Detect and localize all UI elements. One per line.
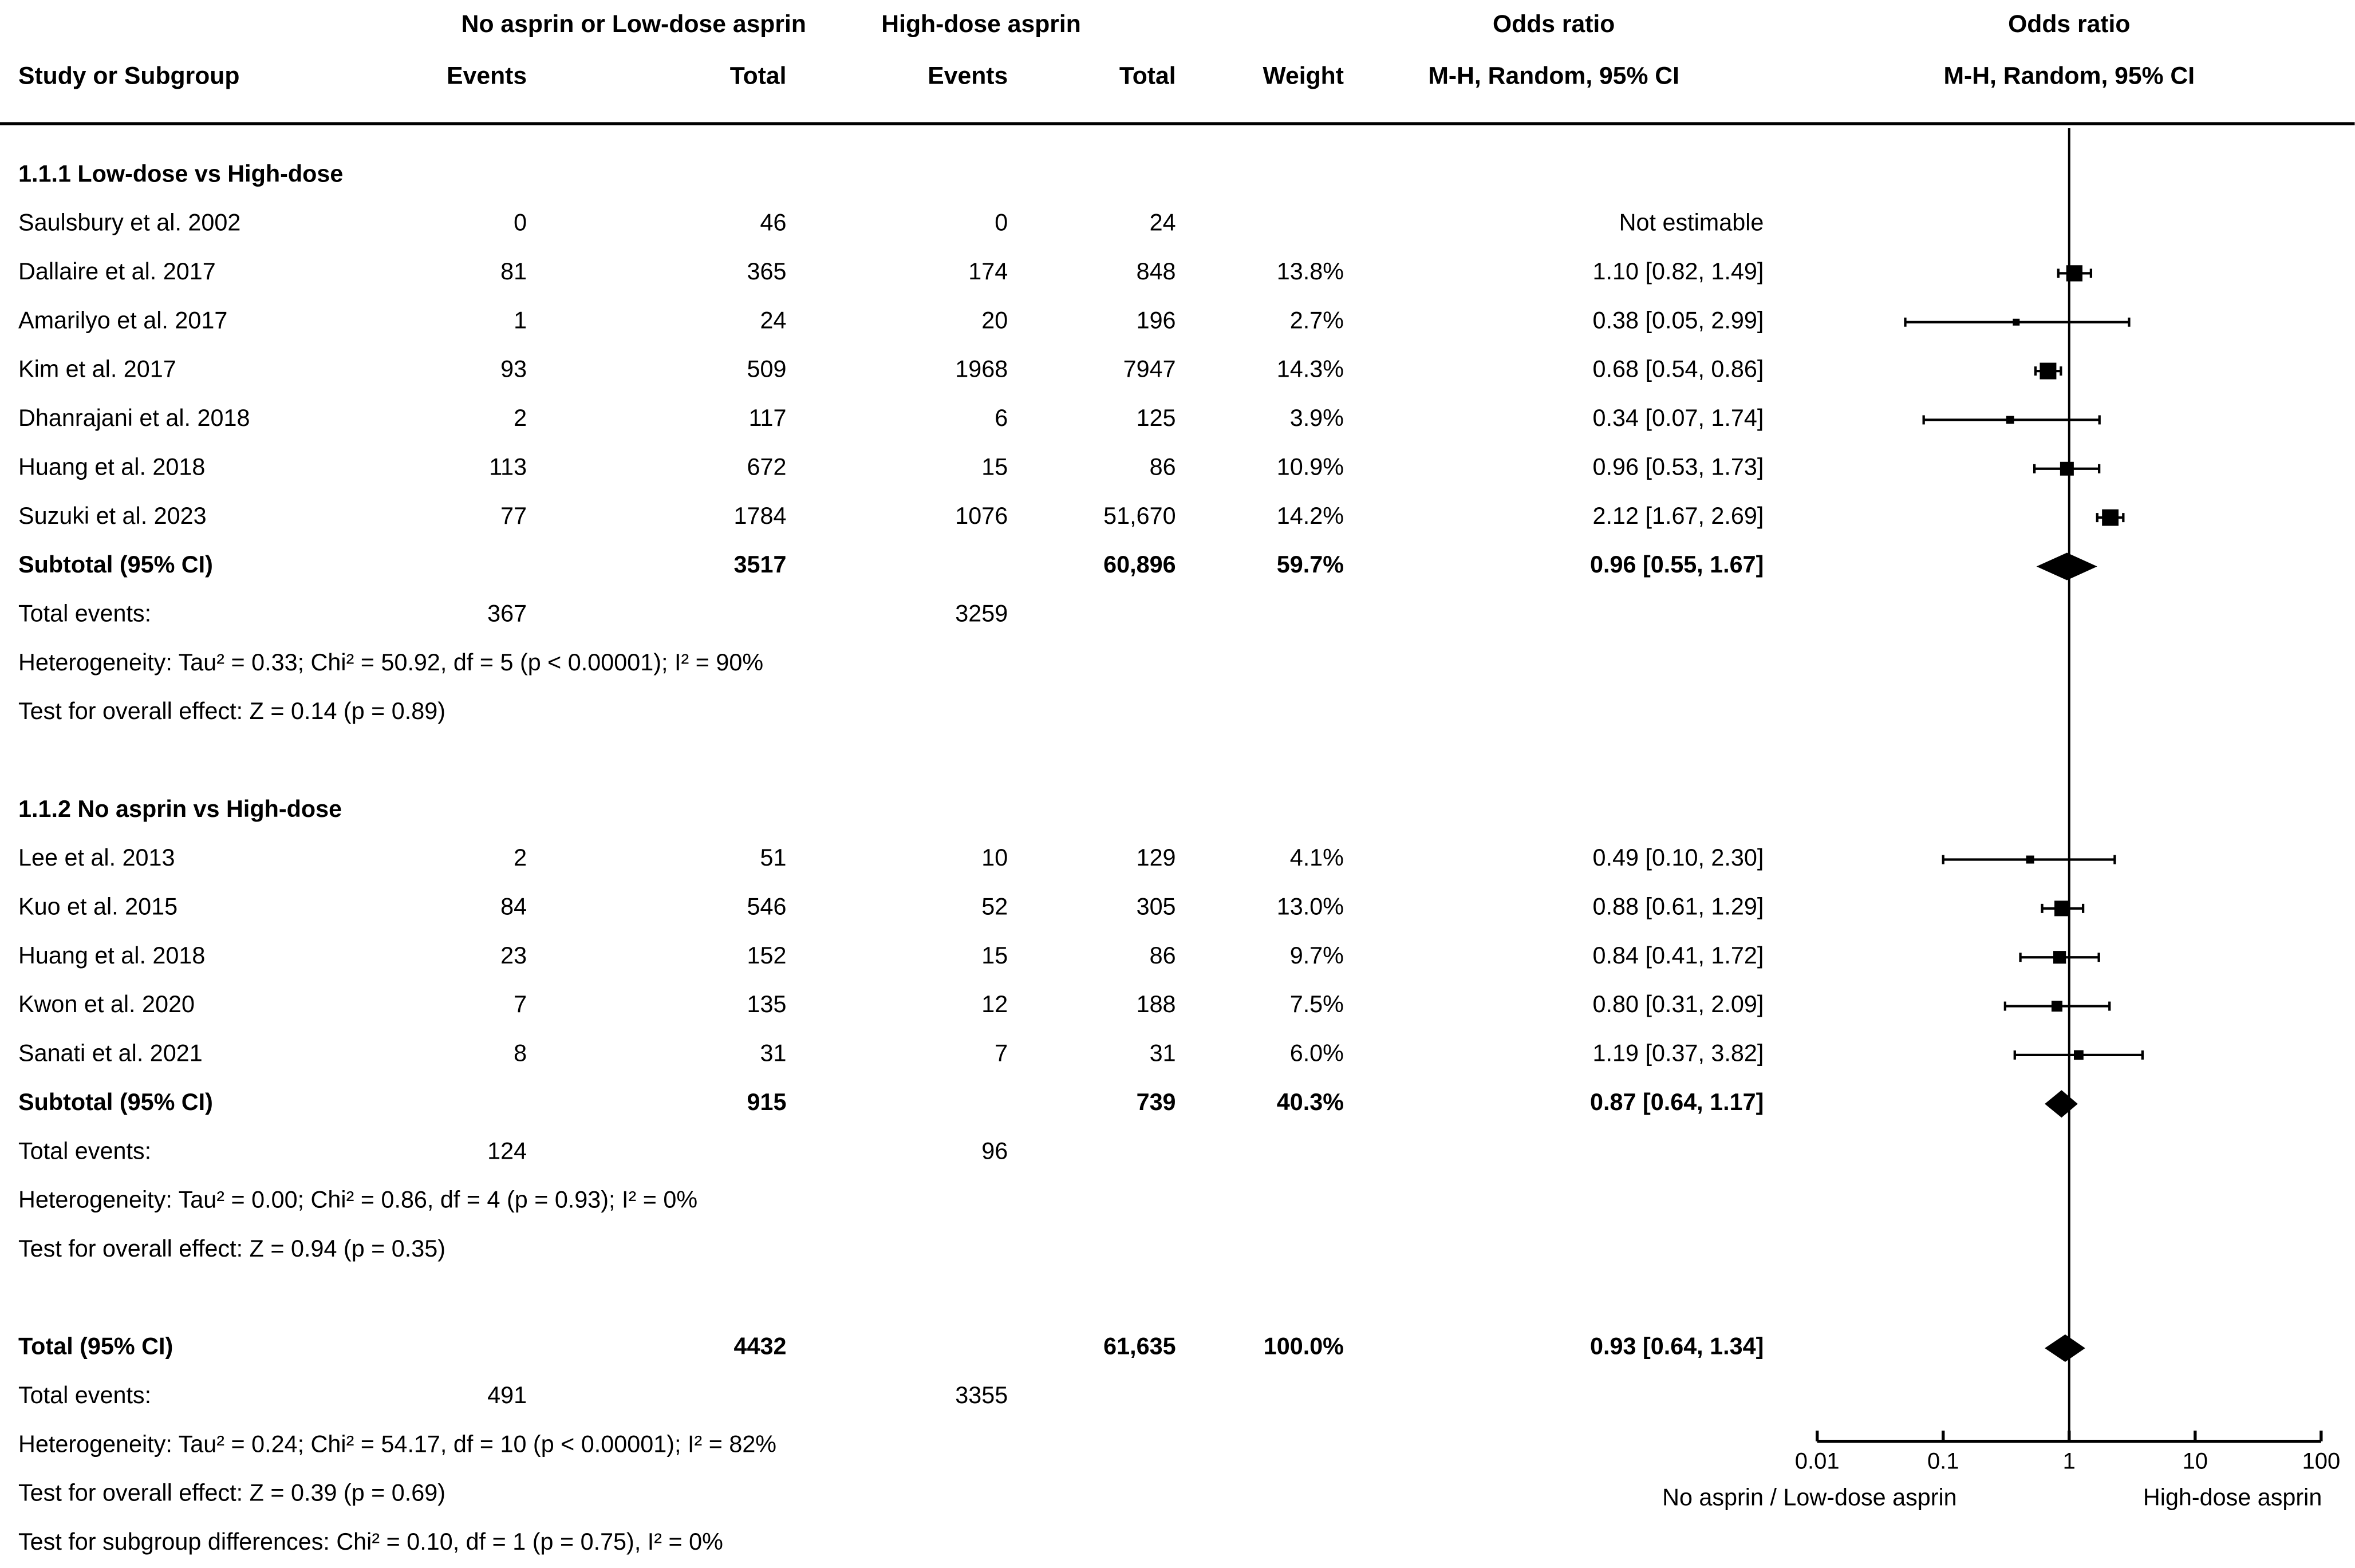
row-study <box>0 835 1764 884</box>
row-text <box>0 1470 1764 1519</box>
row-total <box>0 1324 1764 1372</box>
weight-value: 2.7% <box>1289 308 1344 335</box>
events-1-value: 491 <box>487 1383 527 1409</box>
or-ci-col-header: M-H, Random, 95% CI <box>1428 64 1679 90</box>
study-name: Total events: <box>18 1383 152 1409</box>
study-name: Kwon et al. 2020 <box>18 992 195 1018</box>
row-study <box>0 396 1764 444</box>
study-name: Amarilyo et al. 2017 <box>18 308 228 335</box>
events1-col-header: Events <box>447 64 527 90</box>
weight-value: 6.0% <box>1289 1041 1344 1068</box>
axis-tick-label: 0.01 <box>1794 1448 1840 1474</box>
stats-line: Test for overall effect: Z = 0.39 (p = 0.69) <box>18 1480 446 1507</box>
study-name: Dallaire et al. 2017 <box>18 259 216 286</box>
total-2-value: 24 <box>1149 211 1176 237</box>
or-ci-text: 0.34 [0.07, 1.74] <box>1592 406 1764 432</box>
events-2-value: 6 <box>995 406 1008 432</box>
or-square-marker <box>2006 416 2014 424</box>
or-square-marker <box>2026 856 2034 864</box>
row-study <box>0 200 1764 248</box>
total-1-value: 3517 <box>733 552 787 579</box>
study-name: Subtotal (95% CI) <box>18 552 213 579</box>
events-1-value: 81 <box>500 259 527 286</box>
or-square-marker <box>2066 265 2082 281</box>
odds-ratio-plot-header: Odds ratio <box>2008 12 2131 38</box>
column-header-row <box>0 64 1764 92</box>
weight-value: 4.1% <box>1289 846 1344 872</box>
row-study <box>0 444 1764 493</box>
row-study <box>0 1030 1764 1079</box>
or-square-marker <box>2052 1001 2062 1012</box>
events2-col-header: Events <box>928 64 1008 90</box>
or-ci-text: 0.38 [0.05, 2.99] <box>1592 308 1764 335</box>
or-ci-text: 2.12 [1.67, 2.69] <box>1592 504 1764 530</box>
weight-value: 3.9% <box>1289 406 1344 432</box>
stats-line: Test for subgroup differences: Chi² = 0.10, df = 1 (p = 0.75), I² = 0% <box>18 1530 723 1556</box>
row-text <box>0 689 1764 737</box>
row-subgroup <box>0 787 1764 835</box>
events-2-value: 7 <box>995 1041 1008 1068</box>
total-1-value: 672 <box>747 455 787 481</box>
row-study <box>0 884 1764 933</box>
row-study <box>0 249 1764 298</box>
weight-value: 14.2% <box>1276 504 1344 530</box>
row-text <box>0 639 1764 688</box>
row-text <box>0 1519 1764 1568</box>
pooled-diamond <box>2037 552 2097 580</box>
total-2-value: 305 <box>1136 894 1176 921</box>
events-1-value: 1 <box>514 308 527 335</box>
events-2-value: 15 <box>981 455 1008 481</box>
or-ci-text: 0.96 [0.55, 1.67] <box>1590 552 1764 579</box>
row-subtotal <box>0 1080 1764 1128</box>
row-text <box>0 1421 1764 1470</box>
events-1-value: 7 <box>514 992 527 1018</box>
or-ci-text: 0.49 [0.10, 2.30] <box>1592 846 1764 872</box>
subgroup-title: 1.1.1 Low-dose vs High-dose <box>18 161 344 188</box>
or-ci-text: 0.87 [0.64, 1.17] <box>1590 1090 1764 1116</box>
row-spacer <box>0 737 1764 786</box>
total-2-value: 125 <box>1136 406 1176 432</box>
or-plot-subheader: M-H, Random, 95% CI <box>1943 64 2195 90</box>
total-1-value: 46 <box>760 211 787 237</box>
total-1-value: 117 <box>748 406 787 432</box>
study-name: Total events: <box>18 1139 152 1165</box>
or-square-marker <box>2013 319 2019 326</box>
stats-line: Test for overall effect: Z = 0.14 (p = 0.89) <box>18 699 446 725</box>
study-name: Total events: <box>18 601 152 628</box>
events-1-value: 367 <box>487 601 527 628</box>
total-1-value: 24 <box>760 308 787 335</box>
total-1-value: 509 <box>747 357 787 384</box>
or-ci-text: 1.10 [0.82, 1.49] <box>1592 259 1764 286</box>
row-events <box>0 1128 1764 1177</box>
row-subtotal <box>0 542 1764 591</box>
or-ci-text: Not estimable <box>1619 211 1764 237</box>
row-events <box>0 591 1764 639</box>
events-2-value: 10 <box>981 846 1008 872</box>
or-square-marker <box>2054 900 2070 916</box>
events-2-value: 96 <box>981 1139 1008 1165</box>
row-study <box>0 933 1764 982</box>
total2-col-header: Total <box>1119 64 1176 90</box>
events-2-value: 0 <box>995 211 1008 237</box>
total-1-value: 365 <box>747 259 787 286</box>
axis-right-label: High-dose asprin <box>2143 1484 2322 1511</box>
row-events <box>0 1373 1764 1421</box>
total-1-value: 4432 <box>733 1334 787 1361</box>
study-name: Sanati et al. 2021 <box>18 1041 203 1068</box>
row-text <box>0 1226 1764 1275</box>
events-2-value: 174 <box>968 259 1008 286</box>
total1-col-header: Total <box>729 64 787 90</box>
pooled-diamond <box>2045 1090 2078 1117</box>
total-2-value: 848 <box>1136 259 1176 286</box>
row-study <box>0 346 1764 395</box>
total-1-value: 152 <box>747 943 787 970</box>
study-name: Huang et al. 2018 <box>18 943 206 970</box>
group2-column-header: High-dose asprin <box>881 12 1081 38</box>
events-2-value: 1968 <box>955 357 1008 384</box>
weight-value: 14.3% <box>1276 357 1344 384</box>
total-1-value: 51 <box>760 846 787 872</box>
or-square-marker <box>2102 509 2119 526</box>
row-subgroup <box>0 151 1764 200</box>
events-2-value: 52 <box>981 894 1008 921</box>
study-name: Kuo et al. 2015 <box>18 894 178 921</box>
total-2-value: 196 <box>1136 308 1176 335</box>
header-divider <box>0 122 2355 125</box>
events-2-value: 15 <box>981 943 1008 970</box>
events-2-value: 1076 <box>955 504 1008 530</box>
axis-left-label: No asprin / Low-dose asprin <box>1662 1484 1957 1511</box>
weight-col-header: Weight <box>1263 64 1344 90</box>
stats-line: Heterogeneity: Tau² = 0.33; Chi² = 50.92, df = 5 (p < 0.00001); I² = 90% <box>18 650 764 677</box>
axis-tick-label: 0.1 <box>1927 1448 1959 1474</box>
study-name: Suzuki et al. 2023 <box>18 504 207 530</box>
or-ci-text: 1.19 [0.37, 3.82] <box>1592 1041 1764 1068</box>
total-2-value: 51,670 <box>1103 504 1176 530</box>
total-2-value: 7947 <box>1123 357 1176 384</box>
pooled-diamond <box>2045 1334 2085 1362</box>
total-2-value: 739 <box>1136 1090 1176 1116</box>
study-name: Kim et al. 2017 <box>18 357 176 384</box>
events-1-value: 93 <box>500 357 527 384</box>
events-2-value: 3259 <box>955 601 1008 628</box>
events-1-value: 8 <box>514 1041 527 1068</box>
total-2-value: 31 <box>1149 1041 1176 1068</box>
row-study <box>0 982 1764 1030</box>
total-1-value: 135 <box>747 992 787 1018</box>
group1-column-header: No asprin or Low-dose asprin <box>461 12 806 38</box>
events-1-value: 2 <box>514 846 527 872</box>
total-2-value: 129 <box>1136 846 1176 872</box>
total-2-value: 188 <box>1136 992 1176 1018</box>
events-2-value: 20 <box>981 308 1008 335</box>
weight-value: 13.0% <box>1276 894 1344 921</box>
axis-tick-label: 1 <box>2062 1448 2076 1474</box>
events-1-value: 2 <box>514 406 527 432</box>
or-square-marker <box>2060 462 2074 476</box>
weight-value: 7.5% <box>1289 992 1344 1018</box>
total-1-value: 546 <box>747 894 787 921</box>
events-2-value: 3355 <box>955 1383 1008 1409</box>
row-text <box>0 1177 1764 1226</box>
total-1-value: 31 <box>760 1041 787 1068</box>
events-1-value: 77 <box>500 504 527 530</box>
weight-value: 100.0% <box>1263 1334 1344 1361</box>
study-col-header: Study or Subgroup <box>18 64 240 90</box>
axis-tick-label: 100 <box>2302 1448 2341 1474</box>
events-1-value: 0 <box>514 211 527 237</box>
or-square-marker <box>2053 951 2066 963</box>
or-ci-text: 0.96 [0.53, 1.73] <box>1592 455 1764 481</box>
total-1-value: 1784 <box>733 504 787 530</box>
study-name: Total (95% CI) <box>18 1334 173 1361</box>
events-1-value: 23 <box>500 943 527 970</box>
or-square-marker <box>2040 363 2056 380</box>
row-study <box>0 298 1764 346</box>
study-name: Dhanrajani et al. 2018 <box>18 406 250 432</box>
weight-value: 40.3% <box>1276 1090 1344 1116</box>
total-2-value: 60,896 <box>1103 552 1176 579</box>
weight-value: 59.7% <box>1276 552 1344 579</box>
total-1-value: 915 <box>747 1090 787 1116</box>
row-spacer <box>0 1275 1764 1324</box>
or-square-marker <box>2074 1050 2084 1060</box>
or-ci-text: 0.84 [0.41, 1.72] <box>1592 943 1764 970</box>
stats-line: Heterogeneity: Tau² = 0.24; Chi² = 54.17, df = 10 (p < 0.00001); I² = 82% <box>18 1432 777 1458</box>
total-2-value: 86 <box>1149 455 1176 481</box>
events-1-value: 84 <box>500 894 527 921</box>
study-name: Lee et al. 2013 <box>18 846 175 872</box>
or-ci-text: 0.68 [0.54, 0.86] <box>1592 357 1764 384</box>
weight-value: 13.8% <box>1276 259 1344 286</box>
stats-line: Heterogeneity: Tau² = 0.00; Chi² = 0.86, df = 4 (p = 0.93); I² = 0% <box>18 1187 698 1214</box>
events-2-value: 12 <box>981 992 1008 1018</box>
study-name: Huang et al. 2018 <box>18 455 206 481</box>
study-name: Saulsbury et al. 2002 <box>18 211 241 237</box>
or-ci-text: 0.80 [0.31, 2.09] <box>1592 992 1764 1018</box>
odds-ratio-text-header: Odds ratio <box>1492 12 1615 38</box>
total-2-value: 86 <box>1149 943 1176 970</box>
or-ci-text: 0.93 [0.64, 1.34] <box>1590 1334 1764 1361</box>
stats-line: Test for overall effect: Z = 0.94 (p = 0.35) <box>18 1237 446 1263</box>
weight-value: 10.9% <box>1276 455 1344 481</box>
row-study <box>0 493 1764 542</box>
weight-value: 9.7% <box>1289 943 1344 970</box>
total-2-value: 61,635 <box>1103 1334 1176 1361</box>
study-name: Subtotal (95% CI) <box>18 1090 213 1116</box>
events-1-value: 113 <box>489 455 527 481</box>
axis-tick-label: 10 <box>2182 1448 2208 1474</box>
subgroup-title: 1.1.2 No asprin vs High-dose <box>18 797 342 823</box>
events-1-value: 124 <box>487 1139 527 1165</box>
or-ci-text: 0.88 [0.61, 1.29] <box>1592 894 1764 921</box>
